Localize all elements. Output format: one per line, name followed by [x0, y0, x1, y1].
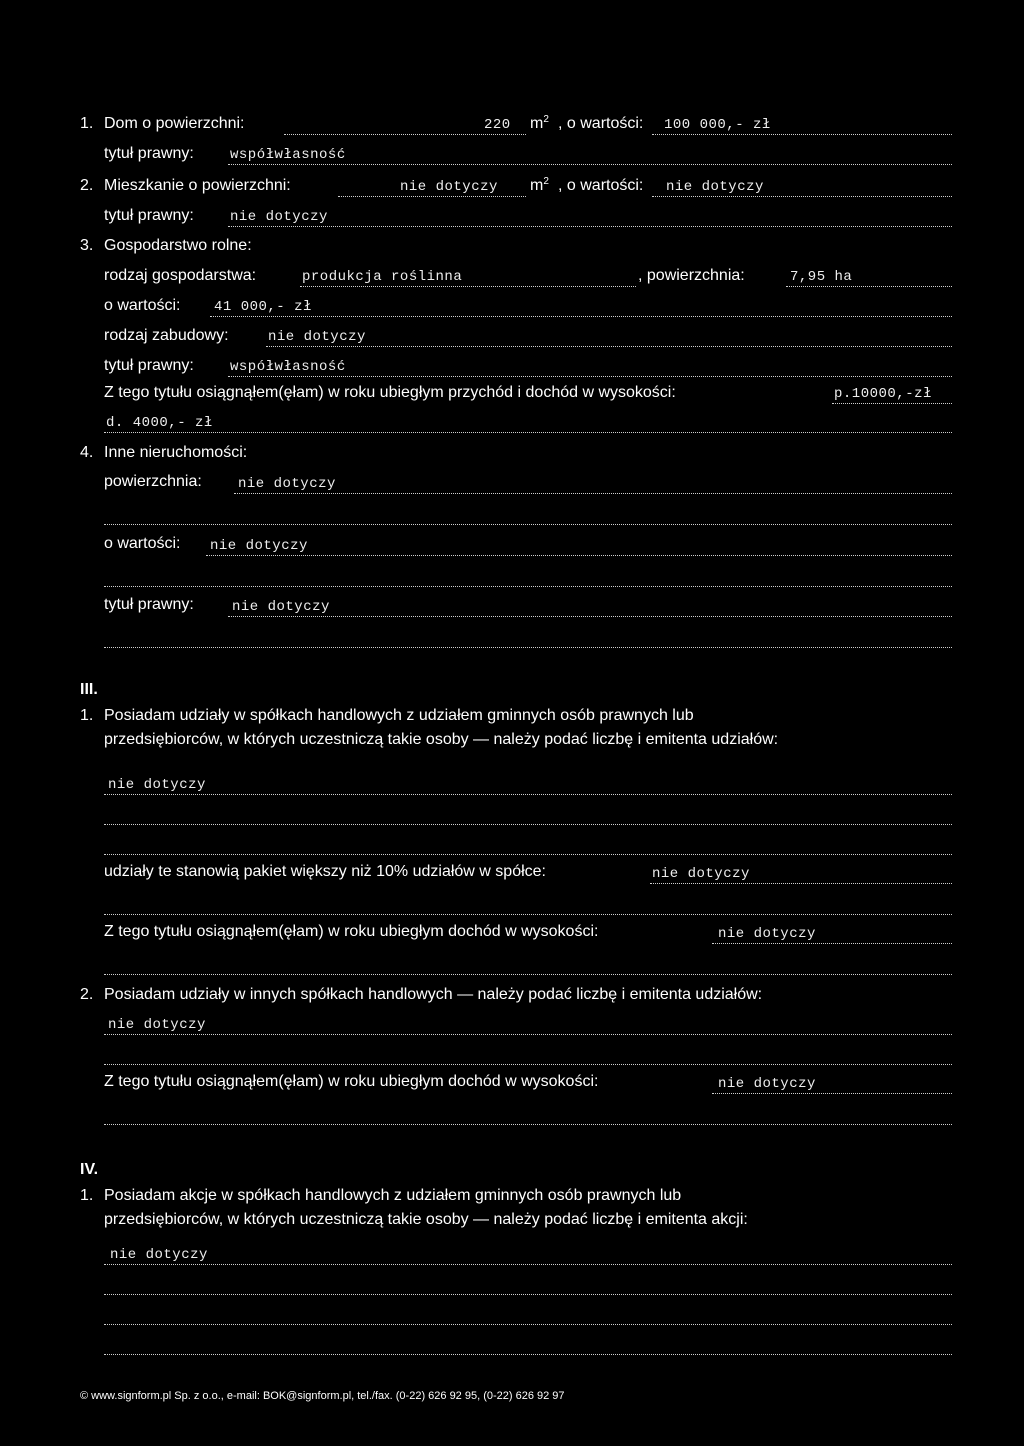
farm-buildings-value: nie dotyczy: [268, 329, 366, 345]
s4-item1-text-line2: przedsiębiorców, w których uczestniczą takie osoby — należy podać liczbę i emitenta akcji:: [104, 1211, 748, 1228]
farm-buildings-line: [266, 346, 952, 347]
other-area-line: [234, 493, 952, 494]
s3-package-label: udziały te stanowią pakiet większy niż 10% udziałów w spółce:: [104, 863, 546, 880]
other-value-line-2: [104, 586, 952, 587]
s4-item1-answer-line-4: [104, 1354, 952, 1355]
flat-title-line: [228, 226, 952, 227]
s3-item1-answer-line-3: [104, 854, 952, 855]
house-area-value: 220: [484, 117, 511, 133]
s4-item1-answer-line-2: [104, 1294, 952, 1295]
other-value: nie dotyczy: [210, 538, 308, 554]
s4-item1-answer-line: [104, 1264, 952, 1265]
s3-item2-income-line-2: [104, 1124, 952, 1125]
house-value-label: , o wartości:: [558, 115, 644, 132]
farm-label: Gospodarstwo rolne:: [104, 237, 252, 254]
s3-item2-answer: nie dotyczy: [108, 1017, 206, 1033]
other-title-line: [228, 616, 952, 617]
farm-area-label: , powierzchnia:: [638, 267, 745, 284]
other-area-value: nie dotyczy: [238, 476, 336, 492]
house-title-label: tytuł prawny:: [104, 145, 194, 162]
s4-item1-answer: nie dotyczy: [110, 1247, 208, 1263]
flat-unit: $m^2$: [530, 176, 549, 194]
flat-area-value: nie dotyczy: [400, 179, 498, 195]
other-title-line-2: [104, 647, 952, 648]
flat-value-label: , o wartości:: [558, 177, 644, 194]
s3-item2-income-value: nie dotyczy: [718, 1076, 816, 1092]
item2-number: 2.: [80, 177, 94, 194]
s3-item1-answer: nie dotyczy: [108, 777, 206, 793]
other-title-value: nie dotyczy: [232, 599, 330, 615]
farm-buildings-label: rodzaj zabudowy:: [104, 327, 229, 344]
farm-value: 41 000,- zł: [214, 299, 312, 315]
s3-income-value: nie dotyczy: [718, 926, 816, 942]
s3-item1-answer-line-2: [104, 824, 952, 825]
section-4-heading: IV.: [80, 1161, 99, 1178]
s3-item2-text: Posiadam udziały w innych spółkach handlowych — należy podać liczbę i emitenta udziałów:: [104, 986, 763, 1003]
s3-item2-answer-line: [104, 1034, 952, 1035]
s3-item2-answer-line-2: [104, 1064, 952, 1065]
s3-income-label: Z tego tytułu osiągnąłem(ęłam) w roku ubiegłym dochód w wysokości:: [104, 923, 599, 940]
farm-income-line-2: [104, 432, 952, 433]
item4-number: 4.: [80, 444, 94, 461]
farm-title-label: tytuł prawny:: [104, 357, 194, 374]
s3-item1-answer-line: [104, 794, 952, 795]
s3-package-line-2: [104, 914, 952, 915]
farm-value-label: o wartości:: [104, 297, 181, 314]
farm-title-value: współwłasność: [230, 359, 346, 375]
s3-income-line-2: [104, 974, 952, 975]
s3-item1-text-line1: Posiadam udziały w spółkach handlowych z udziałem gminnych osób prawnych lub: [104, 707, 694, 724]
s3-package-value: nie dotyczy: [652, 866, 750, 882]
farm-area-value: 7,95 ha: [790, 269, 853, 285]
farm-income-value-2: d. 4000,- zł: [106, 415, 213, 431]
s4-item1-number: 1.: [80, 1187, 94, 1204]
house-title-value: współwłasność: [230, 147, 346, 163]
section-3-heading: III.: [80, 681, 98, 698]
house-unit: $m^2$: [530, 114, 549, 132]
flat-title-label: tytuł prawny:: [104, 207, 194, 224]
farm-income-value-1: p.10000,-zł: [834, 386, 932, 402]
s4-item1-text-line1: Posiadam akcje w spółkach handlowych z udziałem gminnych osób prawnych lub: [104, 1187, 682, 1204]
house-area-label: Dom o powierzchni:: [104, 115, 245, 132]
other-value-label: o wartości:: [104, 535, 181, 552]
farm-income-label: Z tego tytułu osiągnąłem(ęłam) w roku ubiegłym przychód i dochód w wysokości:: [104, 384, 676, 401]
flat-title-value: nie dotyczy: [230, 209, 328, 225]
other-title-label: tytuł prawny:: [104, 596, 194, 613]
farm-type-label: rodzaj gospodarstwa:: [104, 267, 257, 284]
other-property-label: Inne nieruchomości:: [104, 444, 248, 461]
s3-item2-income-label: Z tego tytułu osiągnąłem(ęłam) w roku ubiegłym dochód w wysokości:: [104, 1073, 599, 1090]
s3-item2-number: 2.: [80, 986, 94, 1003]
s3-item1-number: 1.: [80, 707, 94, 724]
flat-value: nie dotyczy: [666, 179, 764, 195]
house-value: 100 000,- zł: [664, 117, 771, 133]
other-area-label: powierzchnia:: [104, 473, 202, 490]
other-area-line-2: [104, 524, 952, 525]
s3-item1-text-line2: przedsiębiorców, w których uczestniczą takie osoby — należy podać liczbę i emitenta udziałów:: [104, 731, 779, 748]
farm-type-value: produkcja roślinna: [302, 269, 463, 285]
other-value-line: [206, 555, 952, 556]
s4-item1-answer-line-3: [104, 1324, 952, 1325]
item1-number: 1.: [80, 115, 94, 132]
farm-value-line: [210, 316, 952, 317]
flat-area-label: Mieszkanie o powierzchni:: [104, 177, 291, 194]
footer-copyright: © www.signform.pl Sp. z o.o., e-mail: BOK@signform.pl, tel./fax. (0-22) 626 92 95, (0-22) 626 92 97: [80, 1390, 565, 1402]
item3-number: 3.: [80, 237, 94, 254]
